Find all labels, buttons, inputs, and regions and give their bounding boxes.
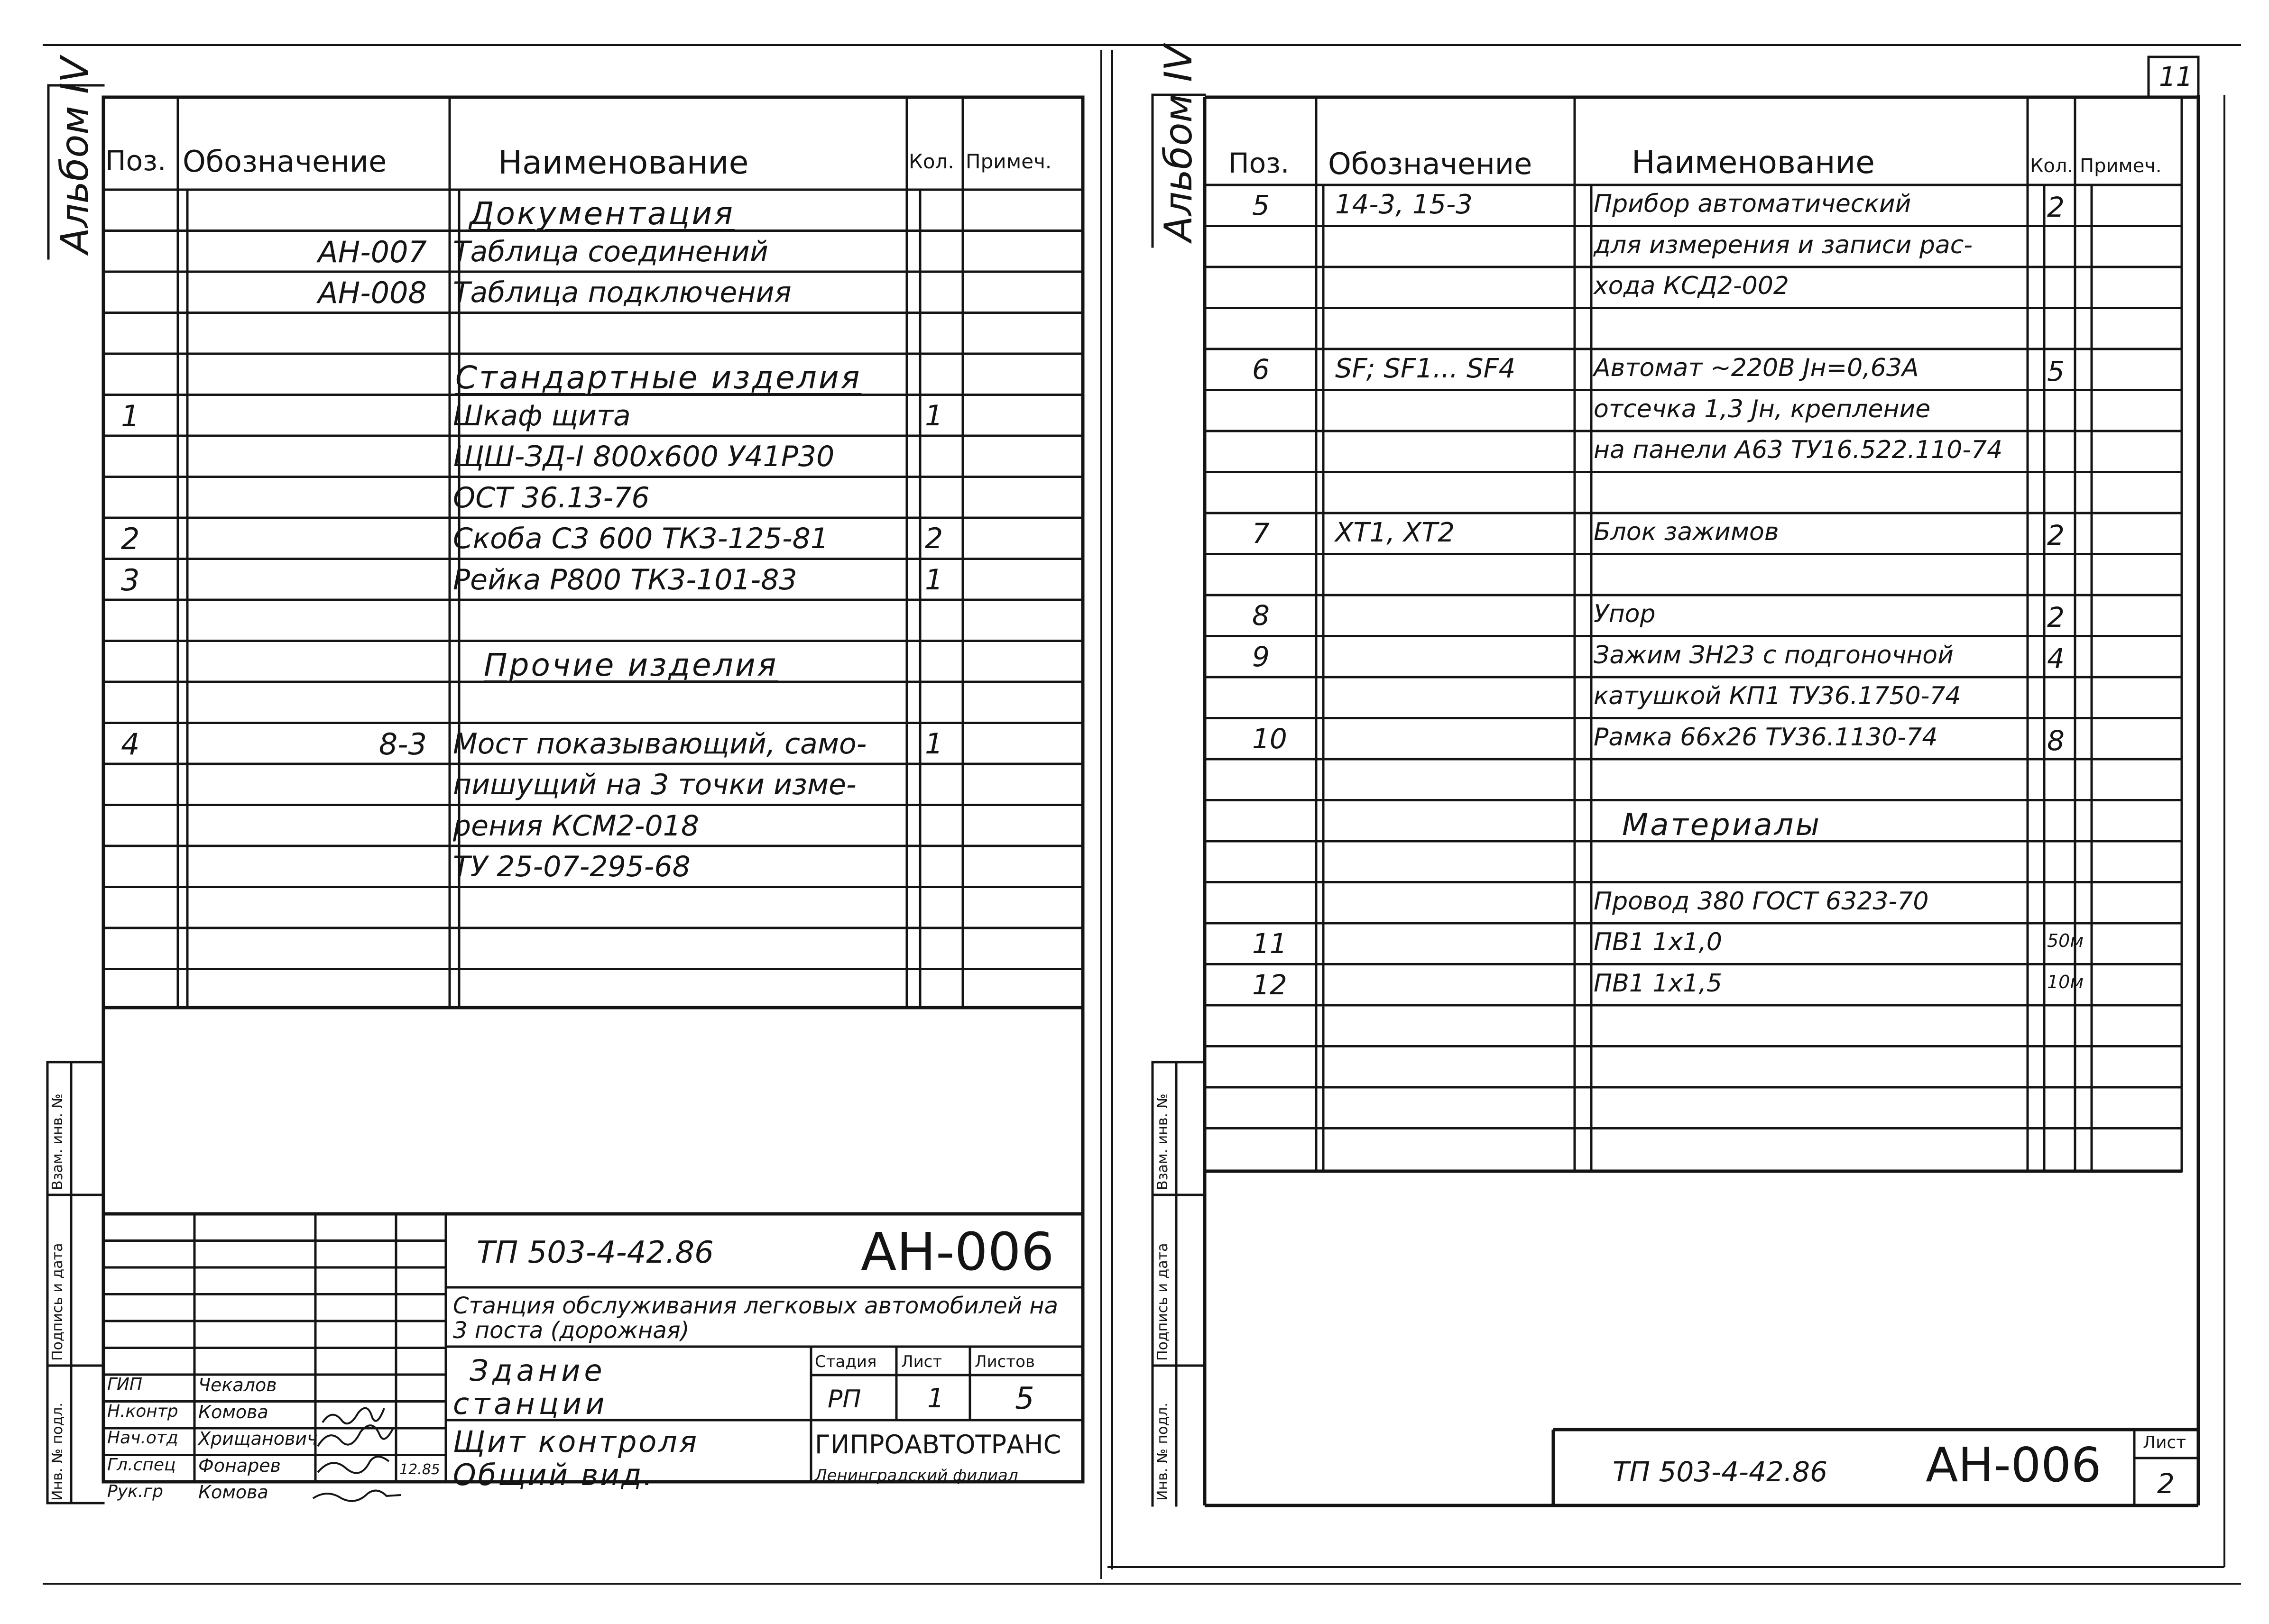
s1-row-1-designation: АН-007 <box>318 234 427 269</box>
s1-staff-name-2: Хрищанович <box>198 1428 318 1449</box>
s2-row-0-designation: 14-3, 15-3 <box>1335 189 1473 220</box>
s2-stamp-sign: Подпись и дата <box>1154 1243 1171 1361</box>
s1-row-8-name: Рейка Р800 ТК3-101-83 <box>453 563 797 596</box>
s2-row-3-qty: 5 <box>2047 355 2065 387</box>
s1-building-line2: станции <box>453 1386 609 1421</box>
s2-header-note: Примеч. <box>2080 155 2162 177</box>
s1-header-qty: Кол. <box>909 150 954 173</box>
s2-header-qty: Кол. <box>2030 155 2074 177</box>
s2-row-6-designation: ХТ1, ХТ2 <box>1335 517 1455 548</box>
s2-row-10-name: Рамка 66х26 ТУ36.1130-74 <box>1594 723 1938 752</box>
s2-row-1-name: для измерения и записи рас- <box>1594 230 1973 259</box>
s1-staff-role-2: Нач.отд <box>107 1428 178 1448</box>
s1-row-5-name: ЩШ-ЗД-I 800х600 У41Р30 <box>453 440 835 473</box>
s1-row-8-pos: 3 <box>121 562 140 597</box>
s1-object-title: Станция обслуживания легковых автомобилей на 3 поста (дорожная) <box>453 1293 1059 1344</box>
s2-row-6-name: Блок зажимов <box>1594 518 1779 546</box>
s1-date: 12.85 <box>399 1461 440 1478</box>
s2-row-2-name: хода КСД2-002 <box>1594 272 1789 300</box>
s2-row-6-qty: 2 <box>2047 519 2065 551</box>
s1-row-10-name: Мост показывающий, само- <box>453 727 867 761</box>
s2-album-label: Альбом IV <box>1156 45 1200 242</box>
s2-row-7-pos: 8 <box>1252 599 1270 632</box>
s1-sheet-title-line2: Общий вид. <box>453 1458 655 1492</box>
s1-staff-name-1: Комова <box>198 1401 268 1422</box>
s1-row-4-pos: 1 <box>121 398 140 433</box>
s1-stamp-sign: Подпись и дата <box>49 1243 66 1361</box>
s1-staff-name-3: Фонарев <box>198 1455 281 1476</box>
s1-row-4-qty: 1 <box>925 399 943 432</box>
s2-row-0-qty: 2 <box>2047 191 2065 223</box>
s1-building-line1: Здание <box>470 1353 606 1388</box>
s1-staff-role-3: Гл.спец <box>107 1455 176 1475</box>
s2-row-13-pos: 11 <box>1252 927 1287 960</box>
s1-row-13-name: ТУ 25-07-295-68 <box>453 850 691 883</box>
s1-row-0-name: Документация <box>470 195 735 232</box>
s1-row-8-qty: 1 <box>925 563 943 596</box>
s1-header-note: Примеч. <box>966 150 1052 173</box>
s1-sheet-label: Лист <box>901 1352 942 1371</box>
s1-staff-role-4: Рук.гр <box>107 1482 163 1501</box>
s1-row-9-name: Прочие изделия <box>484 646 778 683</box>
s2-row-7-qty: 2 <box>2047 601 2065 633</box>
s1-stamp-vzam: Взам. инв. № <box>49 1093 66 1190</box>
s2-row-14-qty: 10м <box>2047 971 2084 992</box>
s1-stage-label: Стадия <box>815 1352 877 1371</box>
s2-row-13-name: ПВ1 1х1,0 <box>1594 928 1722 956</box>
s1-row-11-name: пишущий на 3 точки изме- <box>453 768 857 801</box>
s2-sheet-value: 2 <box>2157 1468 2175 1500</box>
s1-stage-value: РП <box>828 1385 861 1413</box>
s2-row-10-qty: 8 <box>2047 724 2065 757</box>
s1-stamp-inv: Инв. № подл. <box>49 1403 66 1501</box>
s1-staff-role-1: Н.контр <box>107 1401 178 1421</box>
s2-row-3-name: Автомат ~220В Jн=0,63А <box>1594 354 1919 382</box>
s1-row-2-name: Таблица подключения <box>453 276 792 309</box>
s1-staff-role-0: ГИП <box>107 1375 143 1394</box>
s1-staff-name-0: Чекалов <box>198 1375 277 1395</box>
s2-row-11-name: Материалы <box>1622 807 1821 843</box>
s2-stamp-vzam: Взам. инв. № <box>1154 1093 1171 1190</box>
s1-row-6-name: ОСТ 36.13-76 <box>453 481 650 514</box>
s2-row-5-name: на панели А63 ТУ16.522.110-74 <box>1594 436 2003 464</box>
s2-row-0-name: Прибор автоматический <box>1594 190 1911 218</box>
s2-header-pos: Поз. <box>1228 147 1290 179</box>
s1-row-2-designation: АН-008 <box>318 275 427 310</box>
s2-header-designation: Обозначение <box>1328 147 1532 181</box>
s1-row-10-designation: 8-3 <box>378 726 427 762</box>
s1-sheets-value: 5 <box>1015 1381 1034 1416</box>
s2-header-name: Наименование <box>1632 144 1875 181</box>
s2-row-3-pos: 6 <box>1252 353 1270 385</box>
s1-row-12-name: рения КСМ2-018 <box>453 809 699 843</box>
s2-row-8-name: Зажим ЗН23 с подгоночной <box>1594 641 1954 670</box>
s1-doc-code: ТП 503-4-42.86 <box>477 1235 714 1270</box>
s2-doc-number: АН-006 <box>1926 1437 2102 1493</box>
s1-org: ГИПРОАВТОТРАНС <box>815 1430 1061 1459</box>
s1-sheet-value: 1 <box>927 1383 944 1414</box>
s2-row-10-pos: 10 <box>1252 722 1287 755</box>
s2-row-4-name: отсечка 1,3 Jн, крепление <box>1594 395 1931 423</box>
s2-page-number: 11 <box>2159 62 2193 92</box>
s2-row-9-name: катушкой КП1 ТУ36.1750-74 <box>1594 682 1961 710</box>
s2-row-8-pos: 9 <box>1252 640 1270 673</box>
s1-row-7-pos: 2 <box>121 522 140 556</box>
s2-row-13-qty: 50м <box>2047 930 2084 951</box>
s2-row-12-name: Провод 380 ГОСТ 6323-70 <box>1594 887 1929 916</box>
s1-header-pos: Поз. <box>105 145 166 177</box>
s2-row-6-pos: 7 <box>1252 517 1270 550</box>
s2-doc-code: ТП 503-4-42.86 <box>1613 1456 1827 1488</box>
s1-doc-number: АН-006 <box>861 1221 1054 1282</box>
s1-staff-name-4: Комова <box>198 1482 268 1503</box>
s1-row-10-pos: 4 <box>121 726 140 762</box>
s1-org-branch: Ленинградский филиал <box>815 1466 1018 1485</box>
s1-sheets-label: Листов <box>975 1352 1035 1371</box>
s1-header-name: Наименование <box>498 144 749 182</box>
s1-header-designation: Обозначение <box>183 144 387 179</box>
s1-row-10-qty: 1 <box>925 727 943 761</box>
s2-row-0-pos: 5 <box>1252 189 1270 221</box>
s2-row-3-designation: SF; SF1... SF4 <box>1335 353 1516 384</box>
s2-sheet-label: Лист <box>2143 1433 2186 1452</box>
s1-row-4-name: Шкаф щита <box>453 399 631 432</box>
s2-row-14-pos: 12 <box>1252 968 1287 1001</box>
s1-sheet-title-line1: Щит контроля <box>453 1424 699 1459</box>
s2-row-14-name: ПВ1 1х1,5 <box>1594 969 1722 998</box>
s1-row-1-name: Таблица соединений <box>453 235 768 268</box>
s1-album-label: Альбом IV <box>53 56 97 254</box>
s2-row-7-name: Упор <box>1594 600 1656 628</box>
s1-row-7-name: Скоба С3 600 ТК3-125-81 <box>453 522 829 555</box>
s2-stamp-inv: Инв. № подл. <box>1154 1403 1171 1501</box>
s1-row-3-name: Стандартные изделия <box>455 359 862 396</box>
s2-row-8-qty: 4 <box>2047 642 2065 675</box>
s1-row-7-qty: 2 <box>925 522 943 555</box>
